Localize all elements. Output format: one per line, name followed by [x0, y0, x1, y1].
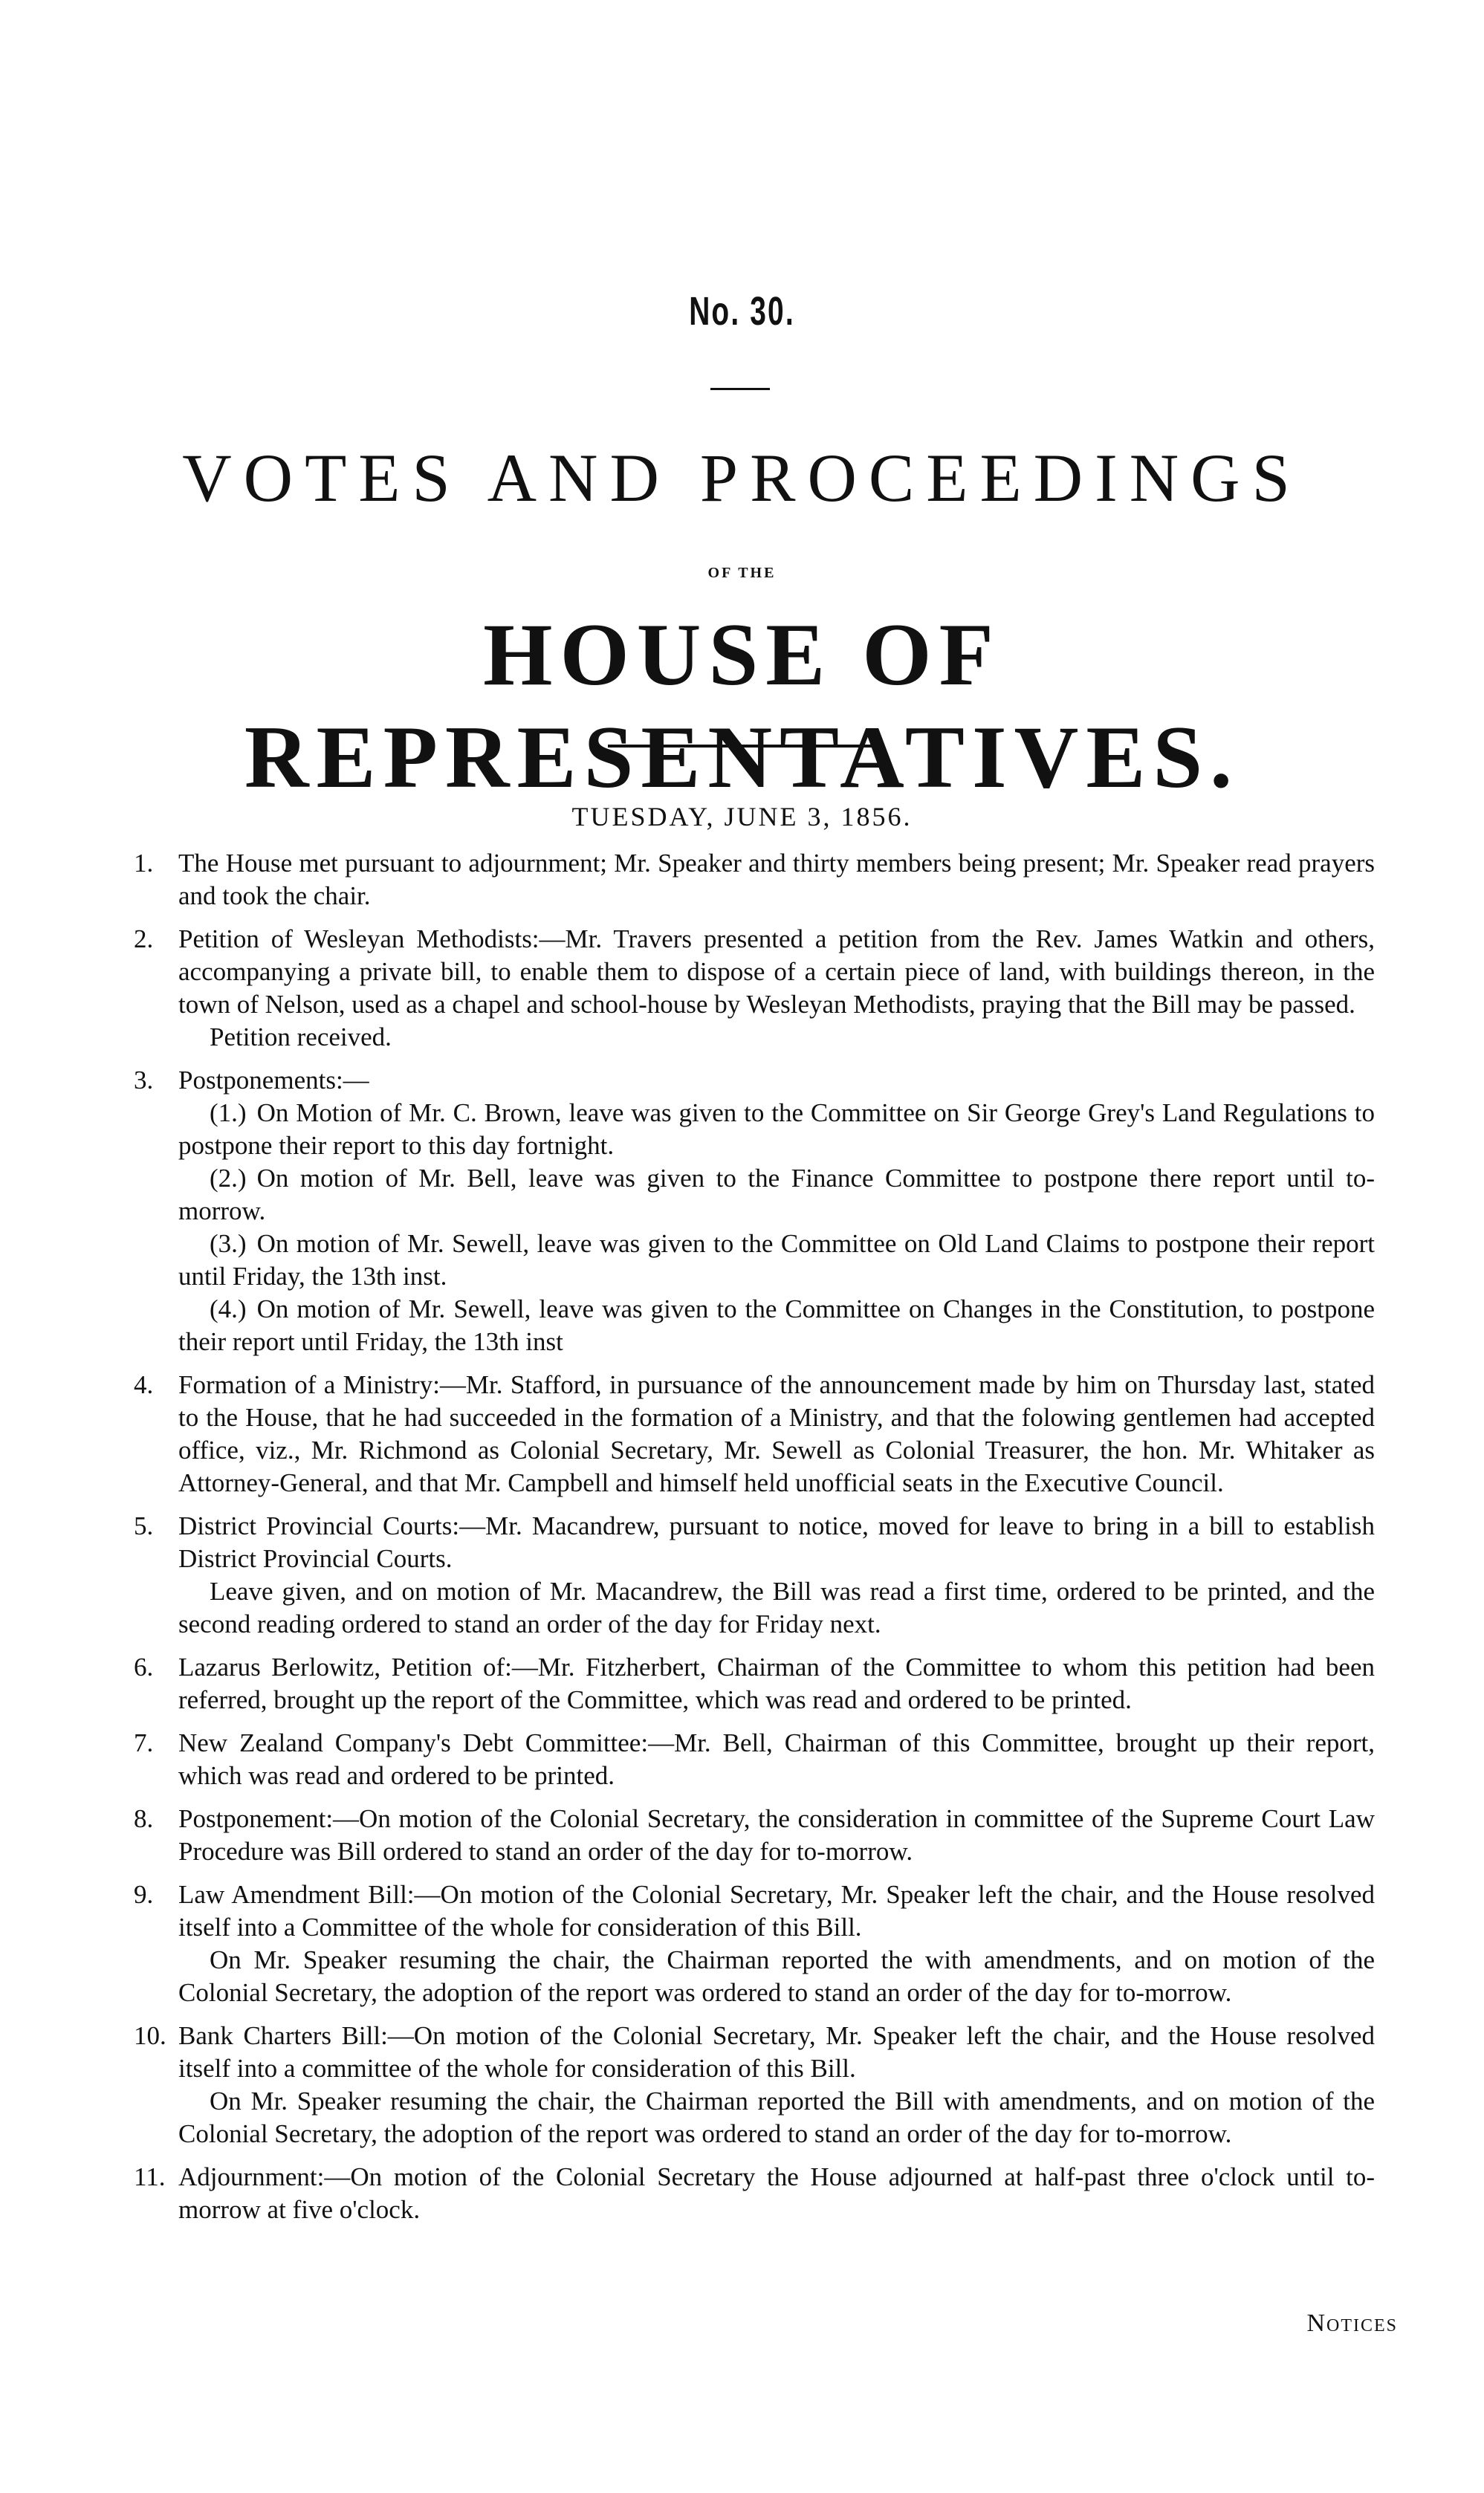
title-of-the: OF THE: [707, 565, 777, 581]
proceeding-item: [134, 1369, 1375, 1500]
item-subparagraph: [178, 1293, 1375, 1358]
subparagraph-text: On Mr. Speaker resuming the chair, the Chairman reported the with amendments, and on motion of the Colonial Secretary, the adoption of the report was ordered to stand an order of the day for to-morrow.: [178, 1945, 1375, 2007]
proceeding-item: [134, 847, 1375, 912]
item-text: District Provincial Courts:—Mr. Macandrew, pursuant to notice, moved for leave to bring in a bill to establish District Provincial Courts.: [178, 1511, 1375, 1573]
subparagraph-text: Leave given, and on motion of Mr. Macandrew, the Bill was read a first time, ordered to be printed, and the second reading ordered to stand an order of the day for Friday next.: [178, 1577, 1375, 1638]
item-text: Lazarus Berlowitz, Petition of:—Mr. Fitzherbert, Chairman of the Committee to whom this petition had been referred, brought up the report of the Committee, which was read and ordered to be printed.: [178, 1653, 1375, 1714]
proceeding-item: [134, 1727, 1375, 1792]
item-text: Law Amendment Bill:—On motion of the Colonial Secretary, Mr. Speaker left the chair, and the House resolved itself into a Committee of the whole for consideration of this Bill.: [178, 1880, 1375, 1942]
subparagraph-text: Petition received.: [210, 1022, 392, 1051]
proceeding-item: [134, 1510, 1375, 1641]
item-number: 1.: [134, 849, 154, 878]
proceeding-item: [134, 2161, 1375, 2226]
item-number: 7.: [134, 1728, 154, 1757]
subparagraph-number: (3.): [210, 1229, 247, 1258]
subparagraph-number: (2.): [210, 1164, 247, 1193]
subparagraph-number: (4.): [210, 1294, 247, 1323]
item-text: Adjournment:—On motion of the Colonial Secretary the House adjourned at half-past three o'clock until to-morrow at five o'clock.: [178, 2162, 1375, 2224]
subparagraph-text: On motion of Mr. Sewell, leave was given to the Committee on Old Land Claims to postpone their report until Friday, the 13th inst.: [178, 1229, 1375, 1291]
item-subparagraph: [178, 1228, 1375, 1293]
subparagraph-text: On motion of Mr. Sewell, leave was given to the Committee on Changes in the Constitution, to postpone their report until Friday, the 13th inst: [178, 1294, 1375, 1356]
sitting-date: TUESDAY, JUNE 3, 1856.: [571, 802, 913, 831]
proceeding-item: [134, 923, 1375, 1054]
item-subparagraph: [178, 1097, 1375, 1162]
item-number: 4.: [134, 1370, 154, 1399]
proceeding-item: [134, 1651, 1375, 1716]
proceeding-item: [134, 1878, 1375, 2009]
item-subparagraph: [178, 1944, 1375, 2009]
item-subparagraph: [178, 1021, 1375, 1054]
item-number: 8.: [134, 1804, 154, 1833]
item-text: Formation of a Ministry:—Mr. Stafford, in pursuance of the announcement made by him on Thursday last, stated to the House, that he had succeeded in the formation of a Ministry, and that the folowing gentlemen had accepted office, viz., Mr. Richmond as Colonial Secretary, Mr. Sewell as Colonial Treasurer, the hon. Mr. Whitaker as Attorney-General, and that Mr. Campbell and himself held unofficial seats in the Executive Council.: [178, 1370, 1375, 1497]
item-text: Postponements:—: [178, 1066, 369, 1095]
item-subparagraph: [178, 2085, 1375, 2150]
item-number: 11.: [134, 2162, 166, 2191]
proceeding-item: [134, 2020, 1375, 2150]
proceeding-item: [134, 1064, 1375, 1358]
item-number: 5.: [134, 1511, 154, 1540]
item-text: Petition of Wesleyan Methodists:—Mr. Travers presented a petition from the Rev. James Watkin and others, accompanying a private bill, to enable them to dispose of a certain piece of land, with buildings thereon, in the town of Nelson, used as a chapel and school-house by Wesleyan Methodists, praying that the Bill may be passed.: [178, 924, 1375, 1019]
title-house-of-representatives: HOUSE OF REPRESENTATIVES.: [244, 605, 1240, 806]
title-divider: [608, 745, 877, 748]
item-subparagraph: [178, 1162, 1375, 1228]
proceedings-list: [134, 847, 1375, 2237]
item-text: Bank Charters Bill:—On motion of the Colonial Secretary, Mr. Speaker left the chair, and the House resolved itself into a committee of the whole for consideration of this Bill.: [178, 2021, 1375, 2083]
item-number: 3.: [134, 1066, 154, 1095]
subparagraph-text: On Motion of Mr. C. Brown, leave was given to the Committee on Sir George Grey's Land Regulations to postpone their report to this day fortnight.: [178, 1098, 1375, 1160]
item-text: New Zealand Company's Debt Committee:—Mr. Bell, Chairman of this Committee, brought up their report, which was read and ordered to be printed.: [178, 1728, 1375, 1790]
subparagraph-number: (1.): [210, 1098, 247, 1127]
title-votes-and-proceedings: VOTES AND PROCEEDINGS: [182, 440, 1302, 516]
short-divider: [710, 388, 770, 390]
item-text: Postponement:—On motion of the Colonial Secretary, the consideration in committee of the Supreme Court Law Procedure was Bill ordered to stand an order of the day for to-morrow.: [178, 1804, 1375, 1866]
item-text: The House met pursuant to adjournment; Mr. Speaker and thirty members being present; Mr. Speaker read prayers and took the chair.: [178, 849, 1375, 910]
proceeding-item: [134, 1803, 1375, 1868]
subparagraph-text: On Mr. Speaker resuming the chair, the Chairman reported the Bill with amendments, and on motion of the Colonial Secretary, the adoption of the report was ordered to stand an order of the day for to-morrow.: [178, 2087, 1375, 2148]
subparagraph-text: On motion of Mr. Bell, leave was given to the Finance Committee to postpone there report until to-morrow.: [178, 1164, 1375, 1225]
item-number: 10.: [134, 2021, 166, 2050]
item-subparagraph: [178, 1575, 1375, 1641]
item-number: 2.: [134, 924, 154, 953]
item-number: 9.: [134, 1880, 154, 1909]
paper-number: No. 30.: [689, 289, 795, 334]
catchword-notices: Notices: [1306, 2309, 1398, 2337]
item-number: 6.: [134, 1653, 154, 1682]
